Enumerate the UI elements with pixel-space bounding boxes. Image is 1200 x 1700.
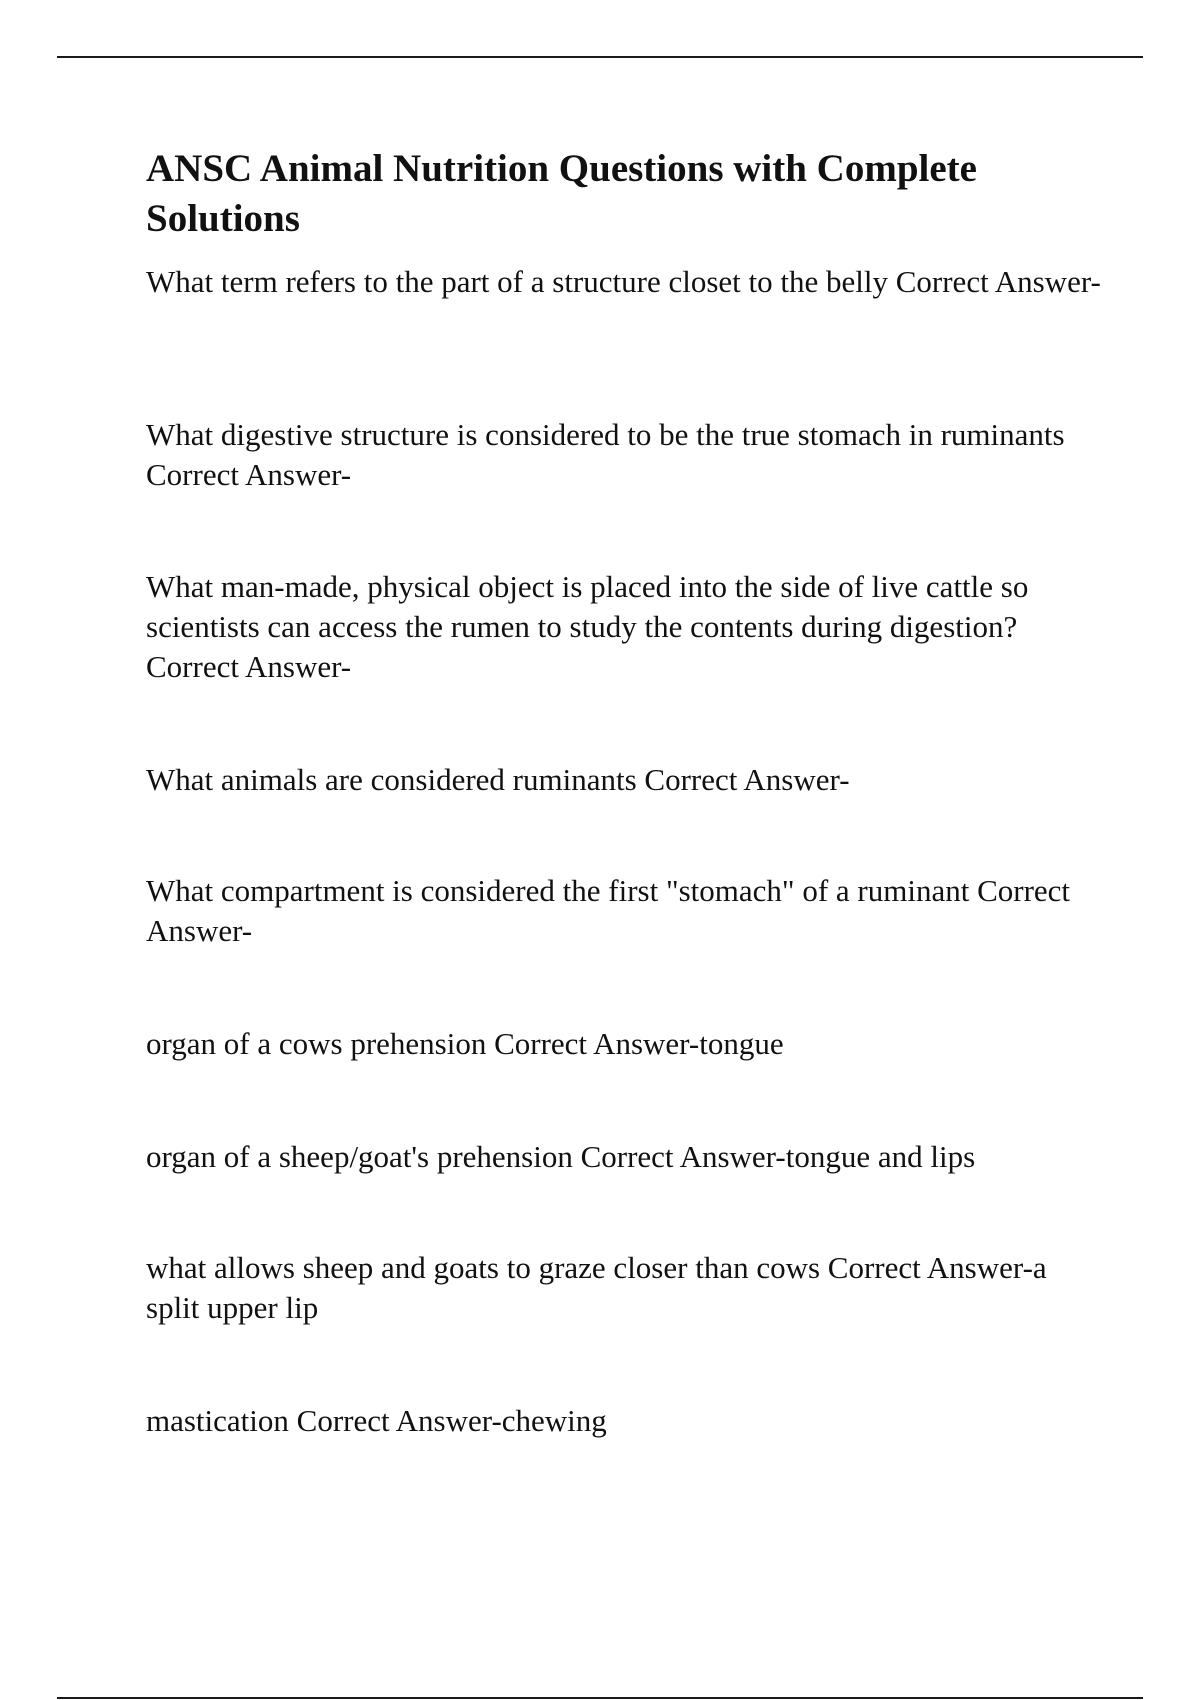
qa-item-7: organ of a sheep/goat's prehension Correct Answer-tongue and lips <box>146 1139 976 1174</box>
qa-item-4: What animals are considered ruminants Correct Answer- <box>146 762 850 797</box>
qa-item-9: mastication Correct Answer-chewing <box>146 1403 607 1438</box>
document-body <box>146 144 1106 244</box>
qa-item-5: What compartment is considered the first "stomach" of a ruminant Correct Answer- <box>146 873 1071 948</box>
qa-item-3: What man-made, physical object is placed into the side of live cattle so scientists can access the rumen to study the contents during digestion? Correct Answer- <box>146 569 1029 684</box>
qa-item-1: What term refers to the part of a structure closet to the belly Correct Answer- <box>146 264 1101 299</box>
qa-item-8: what allows sheep and goats to graze closer than cows Correct Answer-a split upper lip <box>146 1250 1047 1325</box>
qa-item-6: organ of a cows prehension Correct Answer-tongue <box>146 1026 784 1061</box>
bottom-rule <box>57 1697 1143 1699</box>
top-rule <box>57 56 1143 58</box>
document-title: ANSC Animal Nutrition Questions with Complete Solutions <box>146 147 977 240</box>
qa-item-2: What digestive structure is considered to be the true stomach in ruminants Correct Answer- <box>146 417 1065 492</box>
